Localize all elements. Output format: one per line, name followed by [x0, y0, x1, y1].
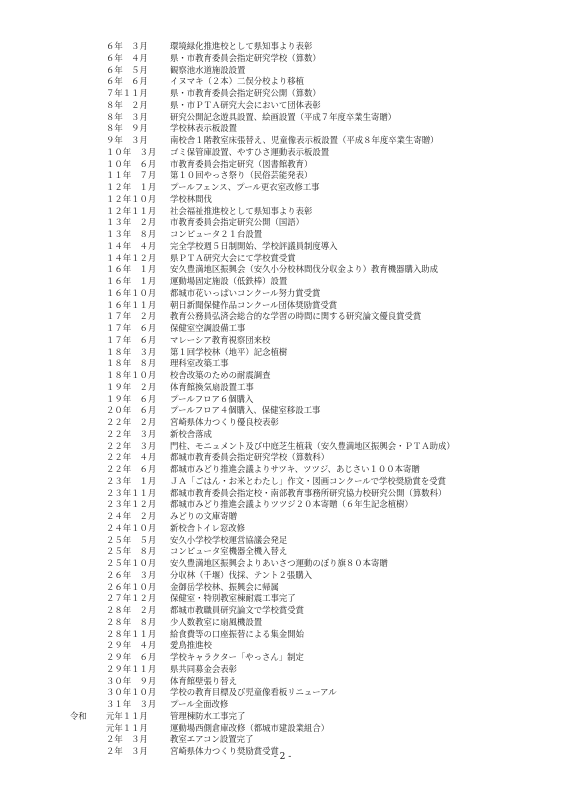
- entry-date: １０年 ３月: [106, 146, 157, 157]
- timeline-entry: [68, 640, 548, 652]
- timeline-entry: [68, 288, 548, 300]
- timeline-entry: [68, 194, 548, 206]
- entry-date: ２年 ３月: [106, 734, 148, 745]
- timeline-entry: [68, 723, 548, 735]
- entry-date: ８年 ３月: [106, 111, 148, 122]
- entry-event: 県・市ＰＴＡ研究大会において団体表彰: [170, 99, 321, 110]
- entry-event: 安久小学校学校運営協議会発足: [170, 534, 288, 545]
- entry-event: 理科室改築工事: [170, 358, 229, 369]
- entry-date: ２２年 ６月: [106, 464, 157, 474]
- timeline-entry: [68, 65, 548, 77]
- entry-event: 金御岳学校林、振興会に帰属: [170, 581, 279, 592]
- timeline-entry: [68, 476, 548, 488]
- entry-event: 宮崎県体力つくり奨励賞受賞: [170, 746, 279, 756]
- timeline-entry: [68, 652, 548, 664]
- timeline-entry: [68, 676, 548, 688]
- timeline-entry: [68, 53, 548, 65]
- entry-date: １２年１０月: [106, 193, 157, 204]
- timeline-entry: [68, 734, 548, 746]
- timeline-entry: [68, 217, 548, 229]
- entry-date: ２５年１０月: [106, 558, 157, 568]
- entry-event: 県・市教育委員会指定研究学校（算数）: [170, 52, 321, 63]
- entry-event: みどりの文庫寄贈: [170, 511, 237, 521]
- entry-event: 完全学校週５日制開始、学校評議員制度導入: [170, 240, 338, 251]
- entry-date: ２９年 ４月: [106, 640, 157, 651]
- entry-date: １４年１２月: [106, 252, 157, 263]
- timeline-entry: [68, 123, 548, 135]
- timeline-entry: [68, 323, 548, 335]
- entry-event: ゴミ保管庫設置、やすひさ運動表示板設置: [170, 146, 330, 157]
- entry-event: 学校林間伐: [170, 193, 212, 204]
- entry-event: 県共同募金会表彰: [170, 663, 237, 674]
- timeline-entry: [68, 629, 548, 641]
- entry-date: ２６年１０月: [106, 581, 157, 592]
- entry-event: 社会福祉推進校として県知事より表彰: [170, 205, 313, 216]
- entry-event: 第１０回やっさ祭り（民俗芸能発表）: [170, 170, 313, 181]
- entry-event: 南校舎１階教室床張替え、児童像表示板設置（平成８年度卒業生寄贈）: [170, 135, 439, 145]
- entry-date: ２７年１２月: [106, 593, 157, 604]
- entry-event: 市教育委員会指定研究公開（国語）: [170, 217, 304, 228]
- entry-event: 朝日新聞保健作品コンクール団体奨励賞受賞: [170, 299, 338, 310]
- entry-event: 門柱、モニュメント及び中庭芝生植栽（安久豊満地区振興会・ＰＴＡ助成）: [170, 440, 455, 451]
- entry-date: １２年 １月: [106, 182, 157, 192]
- timeline-entry: [68, 617, 548, 629]
- entry-date: １６年 １月: [106, 264, 157, 275]
- entry-event: 愛鳥推進校: [170, 640, 212, 651]
- history-timeline: [68, 41, 548, 758]
- entry-event: 市教育委員会指定研究（図書館教育）: [170, 158, 313, 169]
- entry-date: ７年１１月: [106, 88, 148, 98]
- timeline-entry: [68, 394, 548, 406]
- timeline-entry: [68, 76, 548, 88]
- timeline-entry: [68, 382, 548, 394]
- timeline-entry: [68, 300, 548, 312]
- timeline-entry: [68, 687, 548, 699]
- timeline-entry: [68, 182, 548, 194]
- entry-event: 分収林（千堰）伐採、テント２張購入: [170, 569, 312, 580]
- entry-date: ２８年 ８月: [106, 616, 157, 627]
- entry-date: ２９年 ６月: [106, 652, 157, 662]
- entry-event: 体育館壁張り替え: [170, 675, 237, 686]
- entry-date: ２５年 ５月: [106, 534, 157, 545]
- entry-date: １７年 ６月: [106, 334, 157, 345]
- entry-date: ６年 ３月: [106, 41, 148, 51]
- entry-date: １６年 １月: [106, 276, 157, 286]
- timeline-entry: [68, 452, 548, 464]
- entry-event: コンピュータ２１台設置: [170, 229, 263, 239]
- entry-date: ２２年 ３月: [106, 440, 157, 451]
- entry-date: ２年 ３月: [106, 746, 148, 756]
- entry-date: １３年 ８月: [106, 229, 157, 239]
- timeline-entry: [68, 593, 548, 605]
- entry-event: 運動場西側倉庫改修（都城市建設業組合）: [170, 722, 330, 733]
- entry-event: 給食費等の口座振替による集金開始: [170, 628, 304, 639]
- timeline-entry: [68, 358, 548, 370]
- entry-date: ９年 ３月: [106, 135, 148, 145]
- entry-date: ２３年１１月: [106, 487, 157, 498]
- entry-event: 都城市教育委員会指定校・南部教育事務所研究協力校研究公開（算数科）: [170, 487, 447, 498]
- entry-event: 教育公務員弘済会総合的な学習の時間に関する研究論文優良賞受賞: [170, 311, 422, 322]
- timeline-entry: [68, 253, 548, 265]
- entry-event: ＪＡ「ごはん・お米とわたし」作文・図画コンクールで学校奨励賞を受賞: [170, 475, 447, 486]
- timeline-entry: [68, 264, 548, 276]
- entry-date: １９年 ６月: [106, 393, 157, 404]
- entry-event: プールフェンス、プール更衣室改修工事: [170, 182, 320, 192]
- entry-date: ６年 ５月: [106, 64, 148, 75]
- timeline-entry: [68, 100, 548, 112]
- timeline-entry: [68, 311, 548, 323]
- entry-date: ２３年１２月: [106, 499, 157, 510]
- timeline-entry: [68, 546, 548, 558]
- entry-event: 都城市教育委員会指定研究学校（算数科）: [170, 452, 330, 463]
- timeline-entry: [68, 488, 548, 500]
- entry-event: 都城市花いっぱいコンクール努力賞受賞: [170, 287, 321, 298]
- entry-date: ２５年 ８月: [106, 546, 157, 557]
- entry-event: 学校キャラクター「やっさん」制定: [170, 652, 304, 662]
- entry-event: プールフロア６個購入: [170, 393, 254, 404]
- entry-date: ８年 ２月: [106, 99, 148, 110]
- entry-event: 都城市みどり推進会議よりツツジ２０本寄贈（６年生記念植樹）: [170, 499, 413, 510]
- entry-date: ３１年 ３月: [106, 699, 157, 709]
- entry-event: 環境緑化推進校として県知事より表彰: [170, 41, 313, 51]
- entry-date: ２０年 ６月: [106, 405, 157, 416]
- timeline-entry: [68, 535, 548, 547]
- timeline-entry: [68, 417, 548, 429]
- entry-date: ２４年１０月: [106, 522, 157, 533]
- entry-date: 元年１１月: [106, 722, 148, 733]
- entry-event: 管理棟防水工事完了: [170, 710, 246, 721]
- entry-event: プール全面改修: [170, 699, 229, 709]
- entry-event: 観察池水道施設設置: [170, 64, 246, 75]
- entry-event: 保健室・特別教室棟耐震工事完了: [170, 593, 296, 604]
- timeline-entry: [68, 370, 548, 382]
- entry-event: 学校林表示板設置: [170, 123, 237, 134]
- timeline-entry: [68, 147, 548, 159]
- entry-event: 安久豊満地区振興会よりあいさつ運動のぼり旗８０本寄贈: [170, 558, 388, 568]
- entry-date: ２８年 ２月: [106, 605, 157, 615]
- entry-event: 新校舎落成: [170, 428, 212, 439]
- entry-event: 少人数教室に扇風機設置: [170, 616, 263, 627]
- timeline-entry: [68, 88, 548, 100]
- entry-event: 新校舎トイレ窓改修: [170, 522, 245, 533]
- timeline-entry: [68, 711, 548, 723]
- entry-date: １７年 ２月: [106, 311, 157, 322]
- entry-event: 県ＰＴＡ研究大会にて学校賞受賞: [170, 252, 296, 263]
- entry-date: ６年 ４月: [106, 52, 148, 63]
- entry-date: ６年 ６月: [106, 76, 148, 87]
- timeline-entry: [68, 112, 548, 124]
- entry-date: ２３年 １月: [106, 475, 157, 486]
- entry-event: 教室エアコン設置完了: [170, 734, 254, 745]
- entry-event: 都城市教職員研究論文で学校賞受賞: [170, 605, 304, 615]
- timeline-entry: [68, 206, 548, 218]
- entry-event: 第１回学校林（地平）記念植樹: [170, 346, 288, 357]
- timeline-entry: [68, 241, 548, 253]
- timeline-entry: [68, 582, 548, 594]
- timeline-entry: [68, 276, 548, 288]
- timeline-entry: [68, 664, 548, 676]
- timeline-entry: [68, 499, 548, 511]
- timeline-entry: [68, 135, 548, 147]
- timeline-entry: [68, 699, 548, 711]
- entry-date: １８年１０月: [106, 370, 157, 380]
- timeline-entry: [68, 605, 548, 617]
- timeline-entry: [68, 441, 548, 453]
- entry-event: 体育館換気扇設置工事: [170, 381, 254, 392]
- timeline-entry: [68, 405, 548, 417]
- timeline-entry: [68, 570, 548, 582]
- entry-event: イヌマキ（２本）二俣分校より移植: [170, 76, 304, 87]
- entry-date: １９年 ２月: [106, 381, 157, 392]
- entry-date: ２６年 ３月: [106, 569, 157, 580]
- timeline-entry: [68, 429, 548, 441]
- entry-event: 学校の教育目標及び児童像看板リニューアル: [170, 687, 337, 698]
- entry-date: １４年 ４月: [106, 240, 157, 251]
- entry-event: 安久豊満地区振興会（安久小分校林間伐分収金より）教育機器購入助成: [170, 264, 438, 275]
- entry-date: 元年１１月: [106, 710, 148, 721]
- timeline-entry: [68, 229, 548, 241]
- entry-date: ２２年 ３月: [106, 428, 157, 439]
- entry-date: １０年 ６月: [106, 158, 157, 169]
- timeline-entry: [68, 335, 548, 347]
- entry-event: 校舎改築のための耐震調査: [170, 370, 271, 380]
- era-label: 令和: [70, 710, 87, 721]
- entry-date: ８年 ９月: [106, 123, 148, 134]
- entry-event: プールフロア４個購入、保健室移設工事: [170, 405, 321, 416]
- page-number: - 2 -: [273, 752, 292, 762]
- timeline-entry: [68, 523, 548, 535]
- entry-date: １１年 ７月: [106, 170, 157, 181]
- timeline-entry: [68, 41, 548, 53]
- entry-event: 都城市みどり推進会議よりサツキ、ツツジ、あじさい１００本寄贈: [170, 464, 420, 474]
- entry-event: 宮崎県体力つくり優良校表彰: [170, 417, 279, 427]
- entry-date: ３０年 ９月: [106, 675, 157, 686]
- entry-date: ２８年１１月: [106, 628, 157, 639]
- entry-date: ２２年 ４月: [106, 452, 157, 463]
- entry-date: １３年 ２月: [106, 217, 157, 228]
- timeline-entry: [68, 347, 548, 359]
- entry-event: 研究公開記念遊具設置、絵画設置（平成７年度卒業生寄贈）: [170, 111, 397, 122]
- entry-date: １６年１０月: [106, 287, 157, 298]
- entry-event: コンピュータ室機器全機入替え: [170, 546, 288, 557]
- entry-date: １７年 ６月: [106, 323, 157, 333]
- entry-event: マレーシア教育視察団来校: [170, 334, 271, 345]
- timeline-entry: [68, 464, 548, 476]
- entry-date: １８年 ８月: [106, 358, 157, 369]
- entry-date: ２９年１１月: [106, 663, 157, 674]
- entry-date: ２２年 ２月: [106, 417, 157, 427]
- entry-date: ２４年 ２月: [106, 511, 157, 521]
- timeline-entry: [68, 558, 548, 570]
- entry-event: 運動場固定施設（低鉄棒）設置: [170, 276, 288, 286]
- entry-date: ３０年１０月: [106, 687, 157, 698]
- entry-date: １６年１１月: [106, 299, 157, 310]
- timeline-entry: [68, 511, 548, 523]
- entry-event: 県・市教育委員会指定研究公開（算数）: [170, 88, 321, 98]
- entry-event: 保健室空調設備工事: [170, 323, 246, 333]
- entry-date: １８年 ３月: [106, 346, 157, 357]
- entry-date: １２年１１月: [106, 205, 157, 216]
- timeline-entry: [68, 170, 548, 182]
- timeline-entry: [68, 159, 548, 171]
